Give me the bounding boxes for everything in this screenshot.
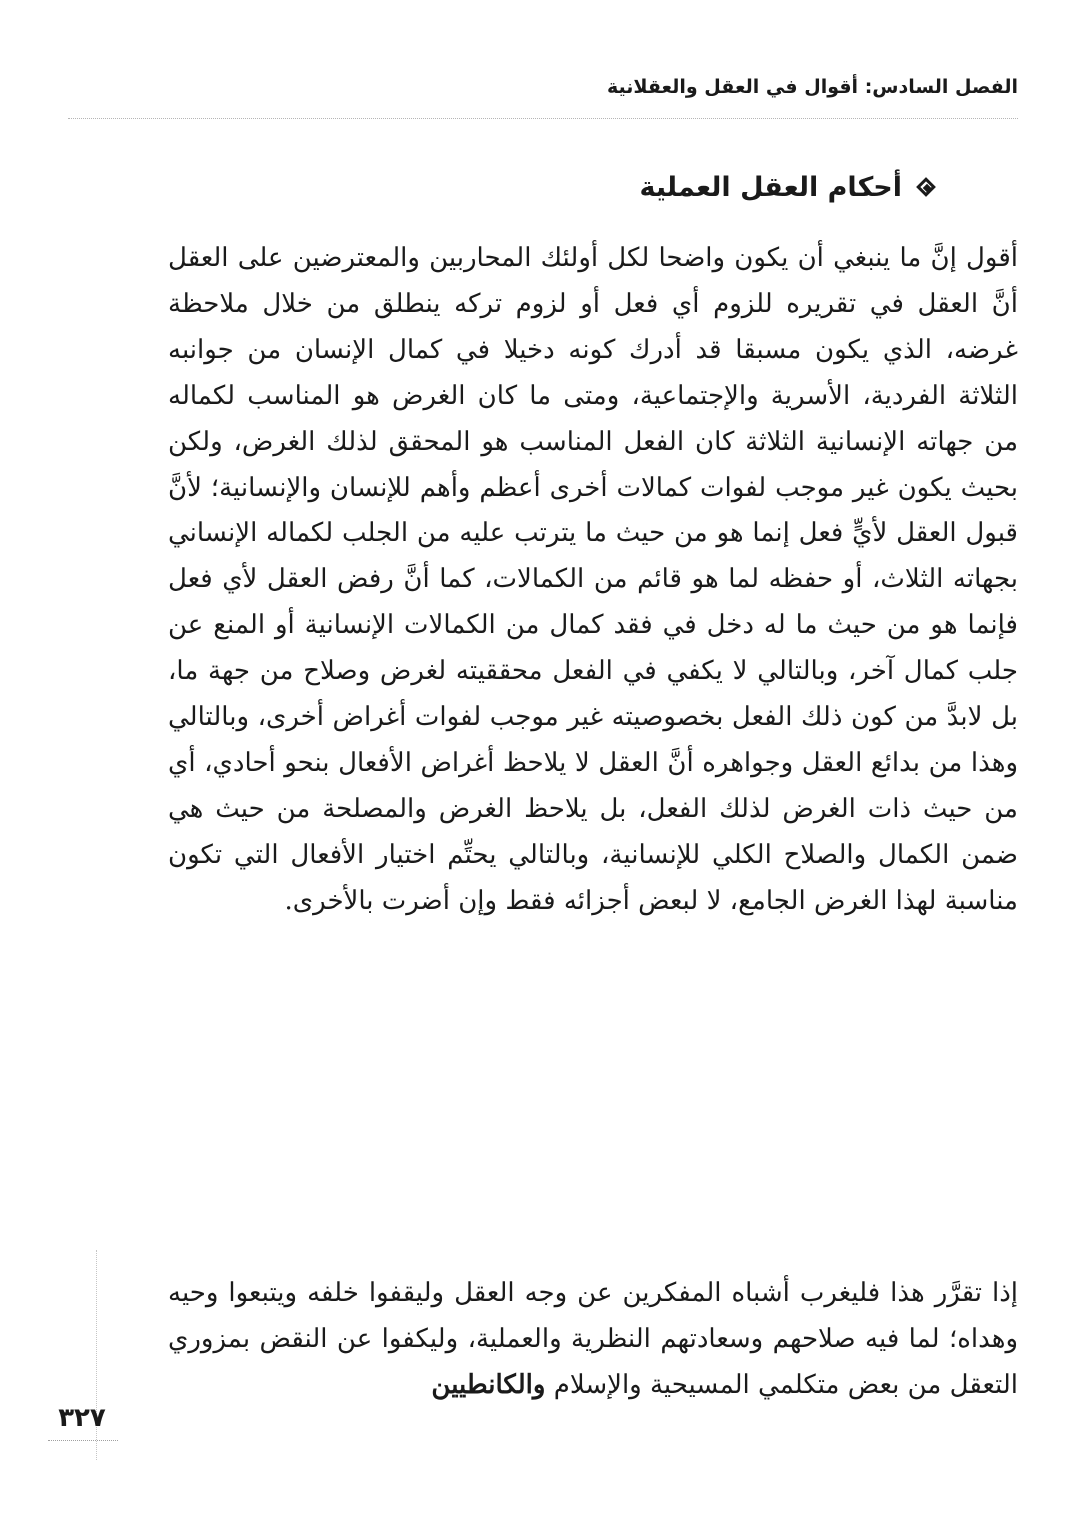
section-heading-text: أحكام العقل العملية [639,172,902,203]
diamond-icon [916,177,938,199]
body-paragraph-2 [168,1271,1018,1409]
body-paragraph-2-bold-term: والكانطيين [431,1369,546,1400]
body-paragraph-2-text: إذا تقرَّر هذا فليغرب أشباه المفكرين عن وجه العقل وليقفوا خلفه ويتبعوا وحيه وهداه؛ لما فيه صلاحهم وسعادتهم النظرية والعملية، وليكفوا عن النقض بمزوري التعقل من بعض متكلمي المسيحية والإسلام [168,1278,1018,1400]
running-header: الفصل السادس: أقوال في العقل والعقلانية [607,76,1018,98]
body-paragraph-1: أقول إنَّ ما ينبغي أن يكون واضحا لكل أولئك المحاربين والمعترضين على العقل أنَّ العقل في تقريره للزوم أي فعل أو لزوم تركه ينطلق من خلال ملاحظة غرضه، الذي يكون مسبقا قد أدرك كونه دخيلا في كمال الإنسان من جوانبه الثلاثة الفردية، الأسرية والإجتماعية، ومتى ما كان الغرض هو المناسب لكماله من جهاته الإنسانية الثلاثة كان الفعل المناسب هو المحقق لذلك الغرض، ولكن بحيث يكون غير موجب لفوات كمالات أخرى أعظم وأهم للإنسان والإنسانية؛ لأنَّ قبول العقل لأيٍّ فعل إنما هو من حيث ما يترتب عليه من الجلب لكماله الإنساني بجهاته الثلاث، أو حفظه لما هو قائم من الكمالات، كما أنَّ رفض العقل لأي فعل فإنما هو من حيث ما له دخل في فقد كمال من الكمالات الإنسانية أو المنع عن جلب كمال آخر، وبالتالي لا يكفي في الفعل محققيته لغرض وصلاح من جهة ما، بل لابدَّ من كون ذلك الفعل بخصوصيته غير موجب لفوات أغراض أخرى، وبالتالي وهذا من بدائع العقل وجواهره أنَّ العقل لا يلاحظ أغراض الأفعال بنحو أحادي، أي من حيث ذات الغرض لذلك الفعل، بل يلاحظ الغرض والمصلحة من حيث هي ضمن الكمال والصلاح الكلي للإنسانية، وبالتالي يحتِّم اختيار الأفعال التي تكون مناسبة لهذا الغرض الجامع، لا لبعض أجزائه فقط وإن أضرت بالأخرى. [168,243,1019,916]
page-number-underline [48,1440,118,1441]
page-number: ٣٢٧ [58,1403,106,1433]
section-heading [640,166,938,210]
header-divider [68,118,1018,119]
